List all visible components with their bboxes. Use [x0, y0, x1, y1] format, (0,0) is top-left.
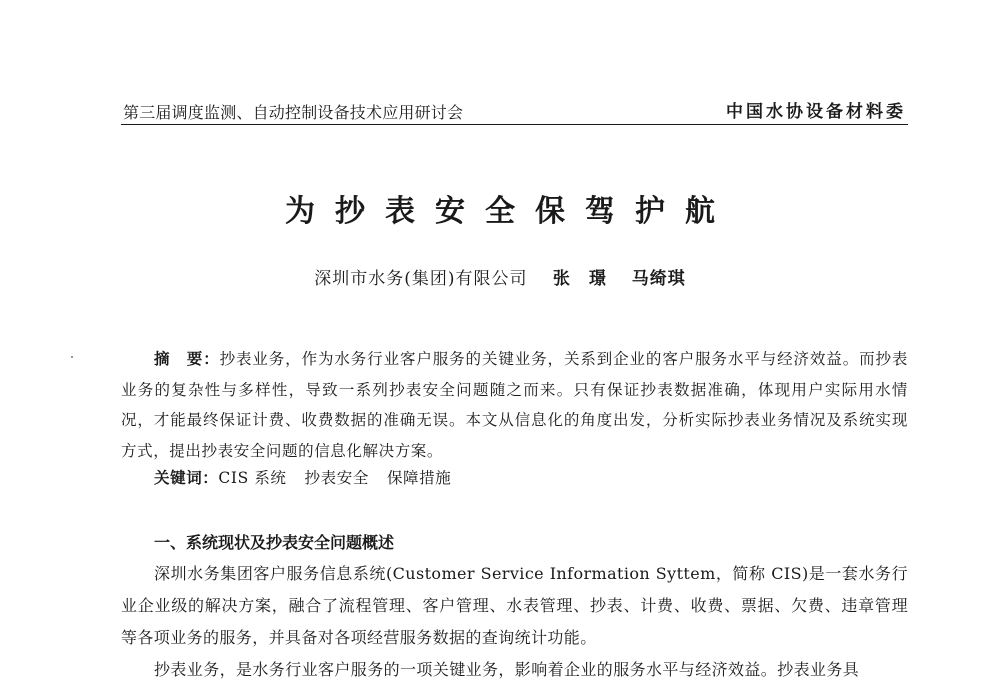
scan-speck	[71, 356, 73, 358]
committee-name: 中国水协设备材料委	[726, 102, 906, 122]
abstract-label: 摘 要：	[154, 350, 220, 368]
keyword: CIS 系统	[218, 469, 287, 487]
keywords-label: 关键词：	[154, 469, 219, 487]
keyword: 抄表安全	[304, 469, 369, 487]
author-name: 马绮琪	[631, 269, 686, 289]
section-body	[121, 558, 908, 686]
conference-name: 第三届调度监测、自动控制设备技术应用研讨会	[123, 103, 464, 122]
paragraph: 深圳水务集团客户服务信息系统(Customer Service Information Syttem，简称 CIS)是一套水务行业企业级的解决方案，融合了流程管理、客户管理、水表管理、抄表、计费、收费、票据、欠费、违章管理等各项业务的服务，并具备对各项经营服务数据的查询统计功能。	[121, 564, 908, 647]
running-header	[121, 100, 908, 125]
paragraph: 抄表业务，是水务行业客户服务的一项关键业务，影响着企业的服务水平与经济效益。抄表业务具	[154, 660, 860, 679]
abstract	[121, 344, 908, 466]
section-heading: 一、系统现状及抄表安全问题概述	[154, 533, 395, 552]
organization: 深圳市水务(集团)有限公司	[314, 269, 528, 289]
author-name: 张 璟	[552, 269, 607, 289]
abstract-text: 抄表业务，作为水务行业客户服务的关键业务，关系到企业的客户服务水平与经济效益。而抄表业务的复杂性与多样性，导致一系列抄表安全问题随之而来。只有保证抄表数据准确，体现用户实际用水情况，才能最终保证计费、收费数据的准确无误。本文从信息化的角度出发，分析实际抄表业务情况及系统实现方式，提出抄表安全问题的信息化解决方案。	[121, 350, 908, 460]
keywords	[154, 466, 469, 488]
author-list	[553, 269, 686, 289]
paper-title: 为抄表安全保驾护航	[285, 194, 735, 229]
keyword: 保障措施	[386, 469, 452, 487]
author-affiliation	[0, 264, 1000, 289]
